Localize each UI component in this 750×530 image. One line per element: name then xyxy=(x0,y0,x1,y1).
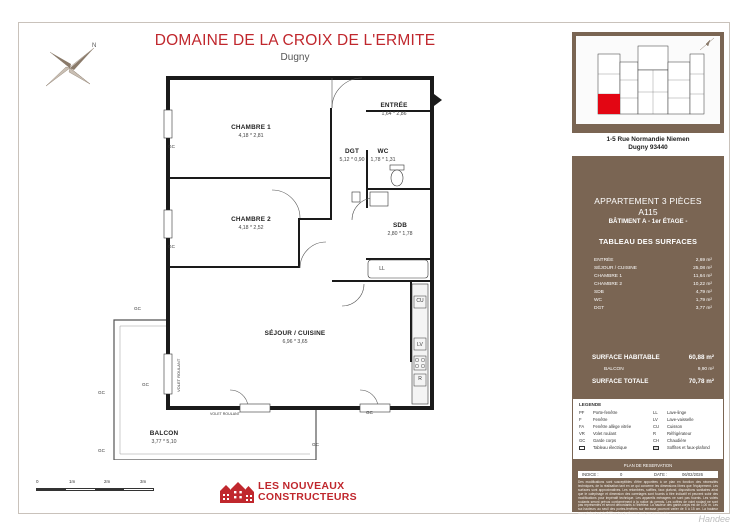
brand-line-2: CONSTRUCTEURS xyxy=(258,491,357,503)
room-chambre-1 xyxy=(216,124,286,139)
room-name: ENTRÉE xyxy=(380,102,408,109)
gc-tag: GC xyxy=(98,448,105,453)
gc-tag: GC xyxy=(142,382,149,387)
room-dims: 2,80 * 1,78 xyxy=(387,231,413,237)
address-line-1: 1-5 Rue Normandie Niemen xyxy=(606,136,690,143)
room-dims: 1,64 * 2,86 xyxy=(381,111,407,117)
room-dims: 4,18 * 2,81 xyxy=(238,133,264,139)
indice-label: INDICE : xyxy=(582,472,599,477)
legend-item: F Fenêtre xyxy=(579,417,608,422)
room-dims: 1,78 * 1,31 xyxy=(370,157,396,163)
surface-habitable-value: 60,88 m² xyxy=(688,354,714,361)
balcon-row xyxy=(604,367,714,372)
apartment-type: APPARTEMENT 3 PIÈCES xyxy=(594,196,702,206)
legend-item: CH Chaudière xyxy=(653,438,687,443)
gc-tag: GC xyxy=(312,442,319,447)
legend-item: Tableau électrique xyxy=(593,445,627,450)
surface-habitable-label: SURFACE HABITABLE xyxy=(592,354,660,361)
legend-item: LV Lave-vaisselle xyxy=(653,417,694,422)
room-wc xyxy=(368,148,398,163)
equip-lv: LV xyxy=(417,342,423,348)
page-title: DOMAINE DE LA CROIX DE L'ERMITE xyxy=(154,32,436,49)
gc-tag: GC xyxy=(134,306,141,311)
legend-item: FA Fenêtre allège vitrée xyxy=(579,424,632,429)
address xyxy=(572,133,724,156)
surfaces-title: TABLEAU DES SURFACES xyxy=(598,237,698,246)
scale-tick: 0 xyxy=(36,479,39,484)
room-dims: 4,18 * 2,52 xyxy=(238,225,264,231)
gc-tag: GC xyxy=(366,410,373,415)
brand-line-1: LES NOUVEAUX xyxy=(258,480,345,492)
highlighted-unit xyxy=(598,94,620,114)
equip-r: R xyxy=(418,376,422,382)
houses-logo-icon xyxy=(220,481,254,503)
surface-totale-label: SURFACE TOTALE xyxy=(592,378,649,385)
room-dims: 5,12 * 0,90 xyxy=(339,157,365,163)
scale-tick: 3m xyxy=(140,479,147,484)
surfaces-table: TABLEAU DES SURFACES ENTRÉE 2,69 m² SÉJOUR / CUISINE 25,08 m² CHAMBRE 1 11,64 m² CHAMBRE 2 10,22 m² SDB 4,79 m² WC 1,79 m² DGT 3,77 m² SURFACE HABITABLE 60,88 m² BALCON 9,90 m² SURFACE TOTALE 70,78 m² xyxy=(572,232,724,398)
scale-tick: 2m xyxy=(104,479,111,484)
city-subtitle: Dugny xyxy=(280,52,310,63)
scale-bar xyxy=(36,479,166,499)
indice-value: 0 xyxy=(620,472,623,477)
balcon-label: BALCON xyxy=(604,367,624,372)
volet-roulant-label: VOLET ROULANT xyxy=(176,358,181,392)
room-name: CHAMBRE 2 xyxy=(231,216,271,223)
reservation-title: PLAN DE RESERVATION xyxy=(623,463,673,468)
gc-tag: GC xyxy=(98,390,105,395)
room-sejour-cuisine xyxy=(250,330,340,345)
reservation-block xyxy=(572,460,724,516)
soffit-icon xyxy=(653,446,659,450)
room-chambre-2 xyxy=(216,216,286,231)
legend-title: LEGENDE xyxy=(579,402,602,407)
electric-panel-icon xyxy=(352,192,360,202)
electric-panel-icon xyxy=(579,446,585,450)
room-name: BALCON xyxy=(149,430,179,437)
compass-north-letter: N xyxy=(92,43,97,49)
building-floor-map xyxy=(576,36,720,124)
gc-tag: GC xyxy=(168,244,175,249)
balcon-value: 9,90 m² xyxy=(697,367,714,372)
volet-roulant-strip-label: VOLET ROULANT xyxy=(210,412,240,416)
room-name: WC xyxy=(377,148,389,155)
room-balcon xyxy=(134,430,194,445)
floor-plan xyxy=(90,70,450,460)
apartment-ref: A115 xyxy=(638,207,658,217)
surface-totale xyxy=(592,378,714,385)
date-label: DATE : xyxy=(654,472,668,477)
legend-item: PF Porte-fenêtre xyxy=(579,410,618,415)
watermark: Handee xyxy=(698,514,730,524)
scale-tick: 1m xyxy=(69,479,76,484)
date-value: 06/02/2026 xyxy=(682,472,703,477)
reservation-row xyxy=(578,471,718,478)
equip-cu: CU xyxy=(416,298,424,304)
room-name: SDB xyxy=(392,222,408,229)
room-sdb xyxy=(380,222,420,237)
legend-item: GC Garde corps xyxy=(579,438,617,443)
building-floor: BÂTIMENT A - 1er ÉTAGE - xyxy=(608,218,688,225)
surface-totale-value: 70,78 m² xyxy=(688,378,714,385)
address-line-2: Dugny 93440 xyxy=(628,144,668,152)
legend-item: Soffites et faux-plafond xyxy=(667,445,710,450)
legend-item: LL Lave-linge xyxy=(653,410,687,415)
room-name: SÉJOUR / CUISINE xyxy=(264,330,326,337)
room-entree xyxy=(372,102,416,117)
legend-item: VR Volet roulant xyxy=(579,431,617,436)
building-location-thumbnail xyxy=(572,32,724,128)
room-dgt xyxy=(334,148,370,163)
gc-tag: GC xyxy=(168,144,175,149)
brand-logo xyxy=(220,478,380,504)
room-dims: 3,77 * 5,10 xyxy=(151,439,177,445)
room-name: DGT xyxy=(344,148,360,155)
legend-item: R Réfrigérateur xyxy=(653,431,692,436)
info-panel xyxy=(572,32,724,516)
surface-habitable xyxy=(592,354,714,361)
legend xyxy=(572,398,724,460)
room-name: CHAMBRE 1 xyxy=(231,124,271,131)
apartment-header xyxy=(572,192,724,232)
disclaimer-text: Des modifications sont susceptibles d'être apportées à ce plan en fonction des nécessités techniques, de la réalisation tant en ce qui concerne les dimensions libres que l'équipement. Les surfaces sont approximatives. Les retombées, soffites, faux plafond, dispositions sanitaires ainsi que le calepinage et dimension des carrelages sont fournis à titre indicatif et peuvent subir des modifications pour impératif technique. Les appareils ménagers ne sont pas fournis. Les volets roulants seront prévus conformément à la notice du permis. Les coffres de volet roulant ne sont pas représentés et seront débordants à l'intérieur. La hauteur des garde-corps est de 1,00 m. Les sur-hauteurs au seuil des portes-fenêtres sur terrasse pourront varier de 5 à 15 cm. La hauteur sous plafond est de 2,50 m. Les jardins ne sont pas représentés. xyxy=(578,480,718,516)
legend-item: CU Cuisson xyxy=(653,424,683,429)
room-dims: 6,96 * 3,65 xyxy=(282,339,308,345)
scale-bar-graphic xyxy=(36,488,154,491)
equip-ll: LL xyxy=(379,266,385,272)
